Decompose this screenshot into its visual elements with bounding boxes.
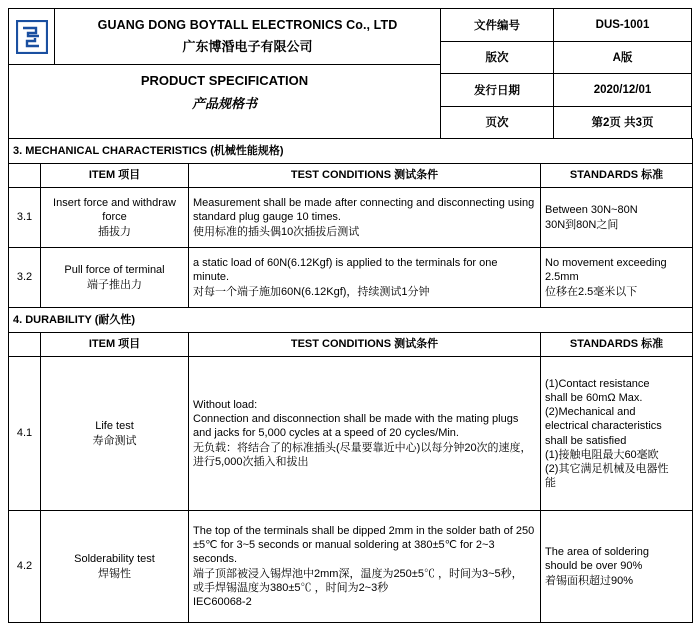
column-header-row-mechanical: [9, 164, 693, 188]
row-standards-3-2: [541, 248, 693, 308]
meta-value-issue-date: 2020/12/01: [554, 74, 692, 107]
table-row: [9, 188, 693, 248]
row-no-3-1: 3.1: [9, 188, 41, 248]
product-title-en: PRODUCT SPECIFICATION: [140, 72, 309, 88]
std-line: The area of soldering: [545, 546, 649, 559]
std-line: shall be 60mΩ Max.: [545, 392, 643, 405]
table-row: [9, 248, 693, 308]
row-item-3-2: [41, 248, 189, 308]
cond-line: Without load:: [193, 399, 258, 412]
cond-line: 端子顶部被浸入锡焊池中2mm深，温度为250±5℃ ，时间为3~5秒，: [193, 567, 523, 580]
std-line: (2)其它满足机械及电器性: [545, 462, 669, 475]
company-row: [9, 9, 440, 65]
section-title-durability: 4. DURABILITY (耐久性): [9, 308, 693, 333]
table-row: [9, 357, 693, 511]
meta-label-revision: 版次: [441, 41, 554, 74]
row-item-cn-4-1: 寿命测试: [92, 434, 137, 447]
row-no-4-1: 4.1: [9, 357, 41, 511]
row-conditions-4-2: [189, 511, 541, 623]
colhdr-conditions-mechanical: TEST CONDITIONS 测试条件: [189, 164, 541, 188]
cond-line: The top of the terminals shall be dipped 2mm in the solder bath of 250: [193, 525, 535, 538]
row-item-cn-3-1: 插拔力: [98, 225, 131, 238]
section-title-row-mechanical: [9, 139, 693, 164]
document-meta-table: [441, 9, 691, 138]
row-item-4-2: [41, 511, 189, 623]
row-conditions-4-1: [189, 357, 541, 511]
cond-line: 无负载：将结合了的标准插头(尽量要靠近中心)以每分钟20次的速度，: [193, 441, 532, 454]
row-item-4-1: [41, 357, 189, 511]
row-item-3-1: [41, 188, 189, 248]
row-item-cn-3-2: 端子推出力: [87, 278, 142, 291]
product-title-cn: 产品规格书: [191, 95, 257, 111]
meta-label-issue-date: 发行日期: [441, 74, 554, 107]
row-item-en-3-2: Pull force of terminal: [64, 264, 165, 277]
company-name-en: GUANG DONG BOYTALL ELECTRONICS Co., LTD: [97, 18, 398, 32]
cond-line: Connection and disconnection shall be made with the mating plugs: [193, 413, 519, 426]
company-logo-cell: [9, 9, 55, 64]
cond-line: 进行5,000次插入和拔出: [193, 455, 309, 468]
row-item-cn-4-2: 焊锡性: [98, 567, 131, 580]
colhdr-standards-mechanical: STANDARDS 标准: [541, 164, 693, 188]
std-line: 位移在2.5毫米以下: [545, 285, 638, 298]
cond-line: Measurement shall be made after connecting and disconnecting using: [193, 197, 535, 210]
column-header-row-durability: [9, 333, 693, 357]
std-line: 30N到80N之间: [545, 218, 619, 231]
colhdr-no-durability: [9, 333, 41, 357]
colhdr-item-durability: ITEM 项目: [41, 333, 189, 357]
meta-value-doc-no: DUS-1001: [554, 9, 692, 41]
cond-line: seconds.: [193, 553, 238, 566]
meta-row: [441, 106, 691, 138]
row-standards-4-2: [541, 511, 693, 623]
std-line: should be over 90%: [545, 560, 643, 573]
colhdr-no-mechanical: [9, 164, 41, 188]
cond-line: ±5℃ for 3~5 seconds or manual soldering at 380±5℃ for 2~3: [193, 539, 495, 552]
section-title-row-durability: [9, 308, 693, 333]
row-conditions-3-1: [189, 188, 541, 248]
colhdr-item-mechanical: ITEM 项目: [41, 164, 189, 188]
std-line: No movement exceeding: [545, 257, 667, 270]
company-name-cn: 广东博涽电子有限公司: [182, 39, 313, 54]
cond-line: and jacks for 5,000 cycles at a speed of 20 cycles/Min.: [193, 427, 459, 440]
company-name-block: [55, 16, 440, 57]
row-conditions-3-2: [189, 248, 541, 308]
cond-line: 或手焊锡温度为380±5℃ ，时间为2~3秒: [193, 581, 389, 594]
specification-table: [8, 138, 693, 623]
cond-line: IEC60068-2: [193, 595, 252, 608]
product-title-row: [9, 65, 440, 119]
row-standards-4-1: [541, 357, 693, 511]
meta-row: [441, 9, 691, 41]
meta-value-page: 第2页 共3页: [554, 106, 692, 138]
std-line: 能: [545, 476, 556, 489]
meta-label-page: 页次: [441, 106, 554, 138]
meta-row: [441, 74, 691, 107]
std-line: 2.5mm: [545, 271, 579, 284]
cond-line: minute.: [193, 271, 230, 284]
section-title-mechanical: 3. MECHANICAL CHARACTERISTICS (机械性能规格): [9, 139, 693, 164]
std-line: (1)接触电阻最大60毫欧: [545, 448, 659, 461]
cond-line: 对每一个端子施加60N(6.12Kgf)，持续测试1分钟: [193, 285, 430, 298]
std-line: (1)Contact resistance: [545, 378, 650, 391]
cond-line: 使用标准的插头偶10次插拔后测试: [193, 225, 360, 238]
colhdr-standards-durability: STANDARDS 标准: [541, 333, 693, 357]
std-line: (2)Mechanical and: [545, 406, 636, 419]
header-meta-block: [441, 9, 691, 138]
document-header: [8, 8, 692, 138]
row-standards-3-1: [541, 188, 693, 248]
std-line: Between 30N~80N: [545, 204, 638, 217]
row-item-en-3-1: Insert force and withdraw force: [53, 197, 176, 224]
boytall-logo-icon: [16, 20, 48, 54]
row-no-3-2: 3.2: [9, 248, 41, 308]
meta-row: [441, 41, 691, 74]
meta-value-revision: A版: [554, 41, 692, 74]
cond-line: standard plug gauge 10 times.: [193, 211, 341, 224]
row-item-en-4-1: Life test: [95, 420, 134, 433]
row-item-en-4-2: Solderability test: [74, 553, 155, 566]
meta-label-doc-no: 文件编号: [441, 9, 554, 41]
cond-line: a static load of 60N(6.12Kgf) is applied to the terminals for one: [193, 257, 498, 270]
colhdr-conditions-durability: TEST CONDITIONS 测试条件: [189, 333, 541, 357]
std-line: shall be satisfied: [545, 434, 627, 447]
header-left-block: [9, 9, 441, 138]
std-line: 着锡面积超过90%: [545, 574, 634, 587]
std-line: electrical characteristics: [545, 420, 662, 433]
row-no-4-2: 4.2: [9, 511, 41, 623]
table-row: [9, 511, 693, 623]
